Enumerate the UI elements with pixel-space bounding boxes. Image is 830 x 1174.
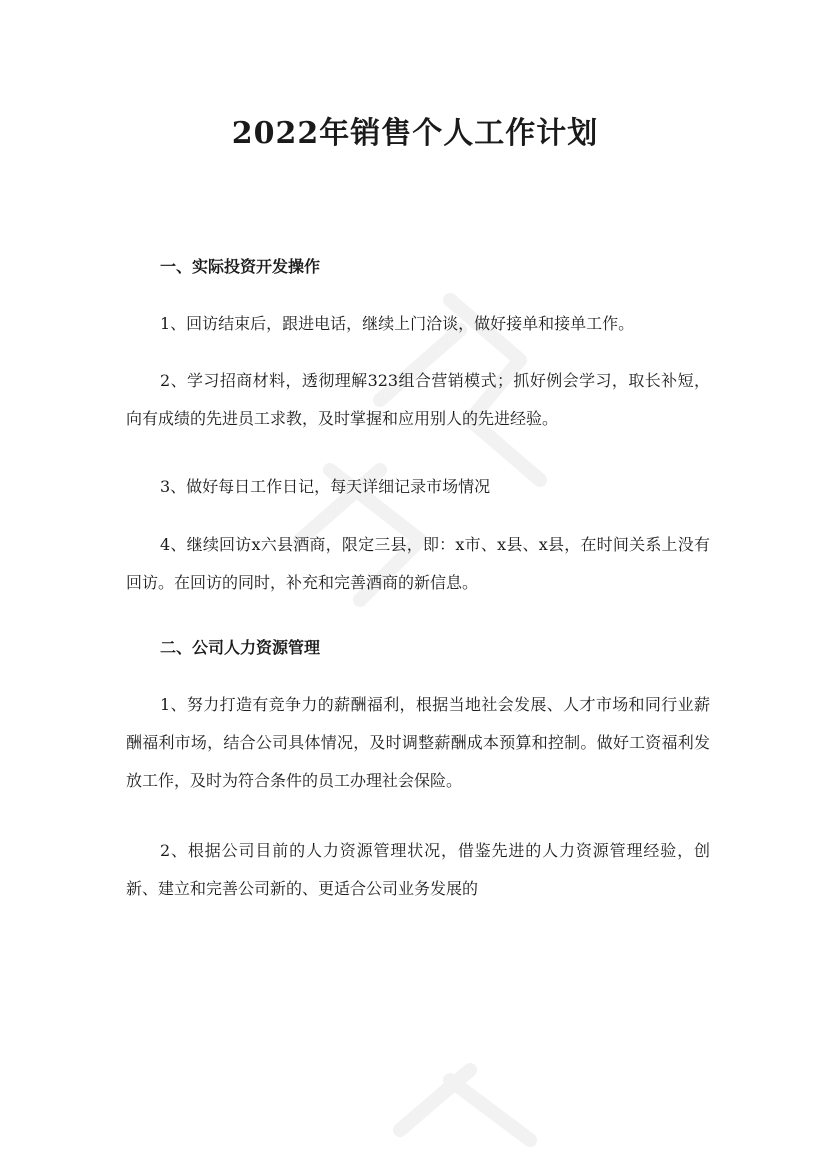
section-heading: 二、公司人力资源管理 bbox=[160, 638, 321, 657]
document-title: 2022年销售个人工作计划 bbox=[231, 116, 599, 151]
paragraph: 2、根据公司目前的人力资源管理状况，借鉴先进的人力资源管理经验，创新、建立和完善公司新的、更适合公司业务发展的 bbox=[126, 841, 710, 898]
paragraph: 1、回访结束后，跟进电话，继续上门洽谈，做好接单和接单工作。 bbox=[160, 314, 635, 333]
paragraph: 4、继续回访x六县酒商，限定三县，即：x市、x县、x县，在时间关系上没有回访。在回访的同时，补充和完善酒商的新信息。 bbox=[126, 535, 710, 592]
paragraph: 2、学习招商材料，透彻理解323组合营销模式；抓好例会学习，取长补短，向有成绩的先进员工求教，及时掌握和应用别人的先进经验。 bbox=[126, 371, 710, 428]
paragraph: 1、努力打造有竞争力的薪酬福利，根据当地社会发展、人才市场和同行业薪酬福利市场，结合公司具体情况，及时调整薪酬成本预算和控制。做好工资福利发放工作，及时为符合条件的员工办理社会保险。 bbox=[126, 695, 710, 790]
section-heading: 一、实际投资开发操作 bbox=[160, 257, 321, 276]
paragraph: 3、做好每日工作日记，每天详细记录市场情况 bbox=[160, 477, 491, 496]
